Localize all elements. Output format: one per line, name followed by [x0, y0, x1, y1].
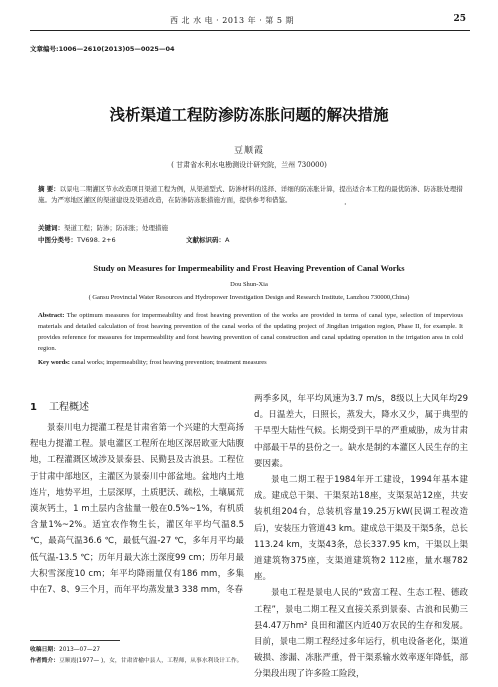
article-id: 文章编号:1006—2610(2013)05—0025—04 — [30, 45, 175, 53]
document-code-label: 文献标识码： — [186, 236, 225, 244]
abstract-cn-label: 摘 要： — [38, 185, 60, 193]
keywords-cn-label: 关键词： — [38, 224, 64, 232]
footnote-label: 作者简介： — [30, 658, 59, 664]
classification-label: 中图分类号： — [38, 236, 77, 244]
right-column — [254, 391, 468, 683]
footnote-text: 豆顺霞(1977— )，女，甘肃省榆中县人，工程师，从事水利设计工作。 — [59, 658, 243, 664]
body-paragraph: 景电二期工程于1984年开工建设，1994年基本建成。建成总干渠、干渠泵站18座，支渠泵站12座，共安装机组204台，总装机容量19.25万kW(民调工程改造后)，安装压力管道43 km。建成总干渠及干渠5条，总长113.24 km，支渠43条，总长337.95 km，干渠以上渠道建筑物375座，支渠道建筑物2 112座，量水堰782座。 — [254, 475, 468, 583]
left-column — [30, 420, 244, 598]
body-paragraph: 景电工程是景电人民的“致富工程、生态工程、德政工程”，景电二期工程又直接关系到景泰、古浪和民勤三县4.47万hm² 良田和灌区内近40万农民的生存和发展。目前，景电二期工程经过多年运行，机电设备老化，渠道破损、渗漏、冻胀严重，骨干渠系输水效率逐年降低，部分渠段出现了许多险工险段， — [254, 588, 468, 680]
keywords-en-text: canal works; impermeability; frost heaving prevention; treatment measures — [69, 359, 267, 366]
body-paragraph: 两季多风，年平均风速为3.7 m/s，8级以上大风年均29 d。日温差大，日照长，蒸发大，降水又少，属于典型的干旱型大陆性气候。长期受到干旱的严重威胁，成为甘肃中部最干旱的县份之一。缺水是制约本灌区人民生存的主要因素。 — [254, 394, 468, 469]
stray-dot: · — [344, 200, 347, 209]
body-paragraph: 景泰川电力提灌工程是甘肃省第一个兴建的大型高扬程电力提灌工程。景电灌区工程所在地区深居欧亚大陆腹地，工程灌溉区域涉及景泰县、民勤县及古浪县。工程位于甘肃中部地区，主灌区为景泰川中部盆地。盆地内土地连片，地势平坦，土层深厚，土质肥沃、疏松，土壤属荒漠灰钙土，1 m土层内含盐量一般在0.5%~1%，有机质含量1%~2%。适宜农作物生长，灌区年平均气温8.5 ℃，最高气温36.6 ℃，最低气温-27 ℃，多年月平均最低气温-13.5 ℃；历年月最大冻土深度99 cm；历年月最大积雪深度10 cm；年平均降雨量仅有186 mm，多集中在7、8、9三个月，而年平均蒸发量3 338 mm，冬春 — [30, 423, 244, 596]
keywords-cn — [38, 223, 463, 234]
affiliation-cn: ( 甘肃省水利水电勘测设计研究院，兰州 730000) — [171, 161, 327, 169]
article-title-en: Study on Measures for Impermeability and Frost Heaving Prevention of Canal Works — [93, 263, 405, 273]
classification-value: TV698. 2+6 — [77, 236, 116, 244]
footnote-received — [30, 645, 250, 655]
classification-line — [38, 235, 463, 246]
page-number: 25 — [453, 14, 466, 24]
abstract-en-text: The optimum measures for impermeability and frost heaving prevention of the works are provided in terms of canal type, selection of impervious materials and detailed calculation of frost heaving prevention of the canal works of the updating project of Jingdian irrigation region, Phase II, for example. It provides reference for measures for impermeability and forst heaving prevention of canal construction and canal updating operation in the irrigation area in cold region. — [38, 312, 463, 352]
journal-title: 西 北 水 电 · 2013 年 · 第 5 期 — [170, 16, 294, 25]
footnote-text: 2013—07—27 — [59, 647, 101, 653]
keywords-en-label: Key words: — [38, 359, 70, 366]
abstract-en — [38, 310, 463, 354]
footnote-author — [30, 656, 250, 666]
author-en: Dou Shun-Xia — [230, 281, 268, 288]
article-title-cn: 浅析渠道工程防渗防冻胀问题的解决措施 — [109, 105, 389, 124]
document-code — [186, 235, 229, 246]
abstract-cn — [38, 184, 463, 206]
abstract-en-label: Abstract: — [38, 312, 65, 319]
keywords-en — [38, 357, 463, 368]
footnote-label: 收稿日期： — [30, 647, 59, 653]
document-code-value: A — [225, 236, 230, 244]
footnote-divider — [30, 640, 120, 641]
section-number: 1 — [30, 402, 37, 413]
keywords-cn-text: 渠道工程；防渗；防冻胀；处理措施 — [64, 224, 168, 232]
abstract-cn-text: 以景电二期灌区节水改造项目渠道工程为例，从渠道型式、防渗材料的选择、详细的防冻胀计算，提出适合本工程的最优防渗、防冻胀处理措施。为严寒地区灌区的渠道建设及渠道改造，在防渗防冻胀措施方面，提供参考和借鉴。 — [38, 185, 463, 204]
section-heading — [30, 398, 89, 413]
author-cn: 豆顺霞 — [233, 146, 264, 156]
affiliation-en: ( Gansu Provincial Water Resources and Hydropower Investigation Design and Research Institute, Lanzhou 730000,China) — [88, 294, 410, 301]
section-title: 工程概述 — [48, 402, 89, 413]
running-header — [30, 14, 470, 31]
